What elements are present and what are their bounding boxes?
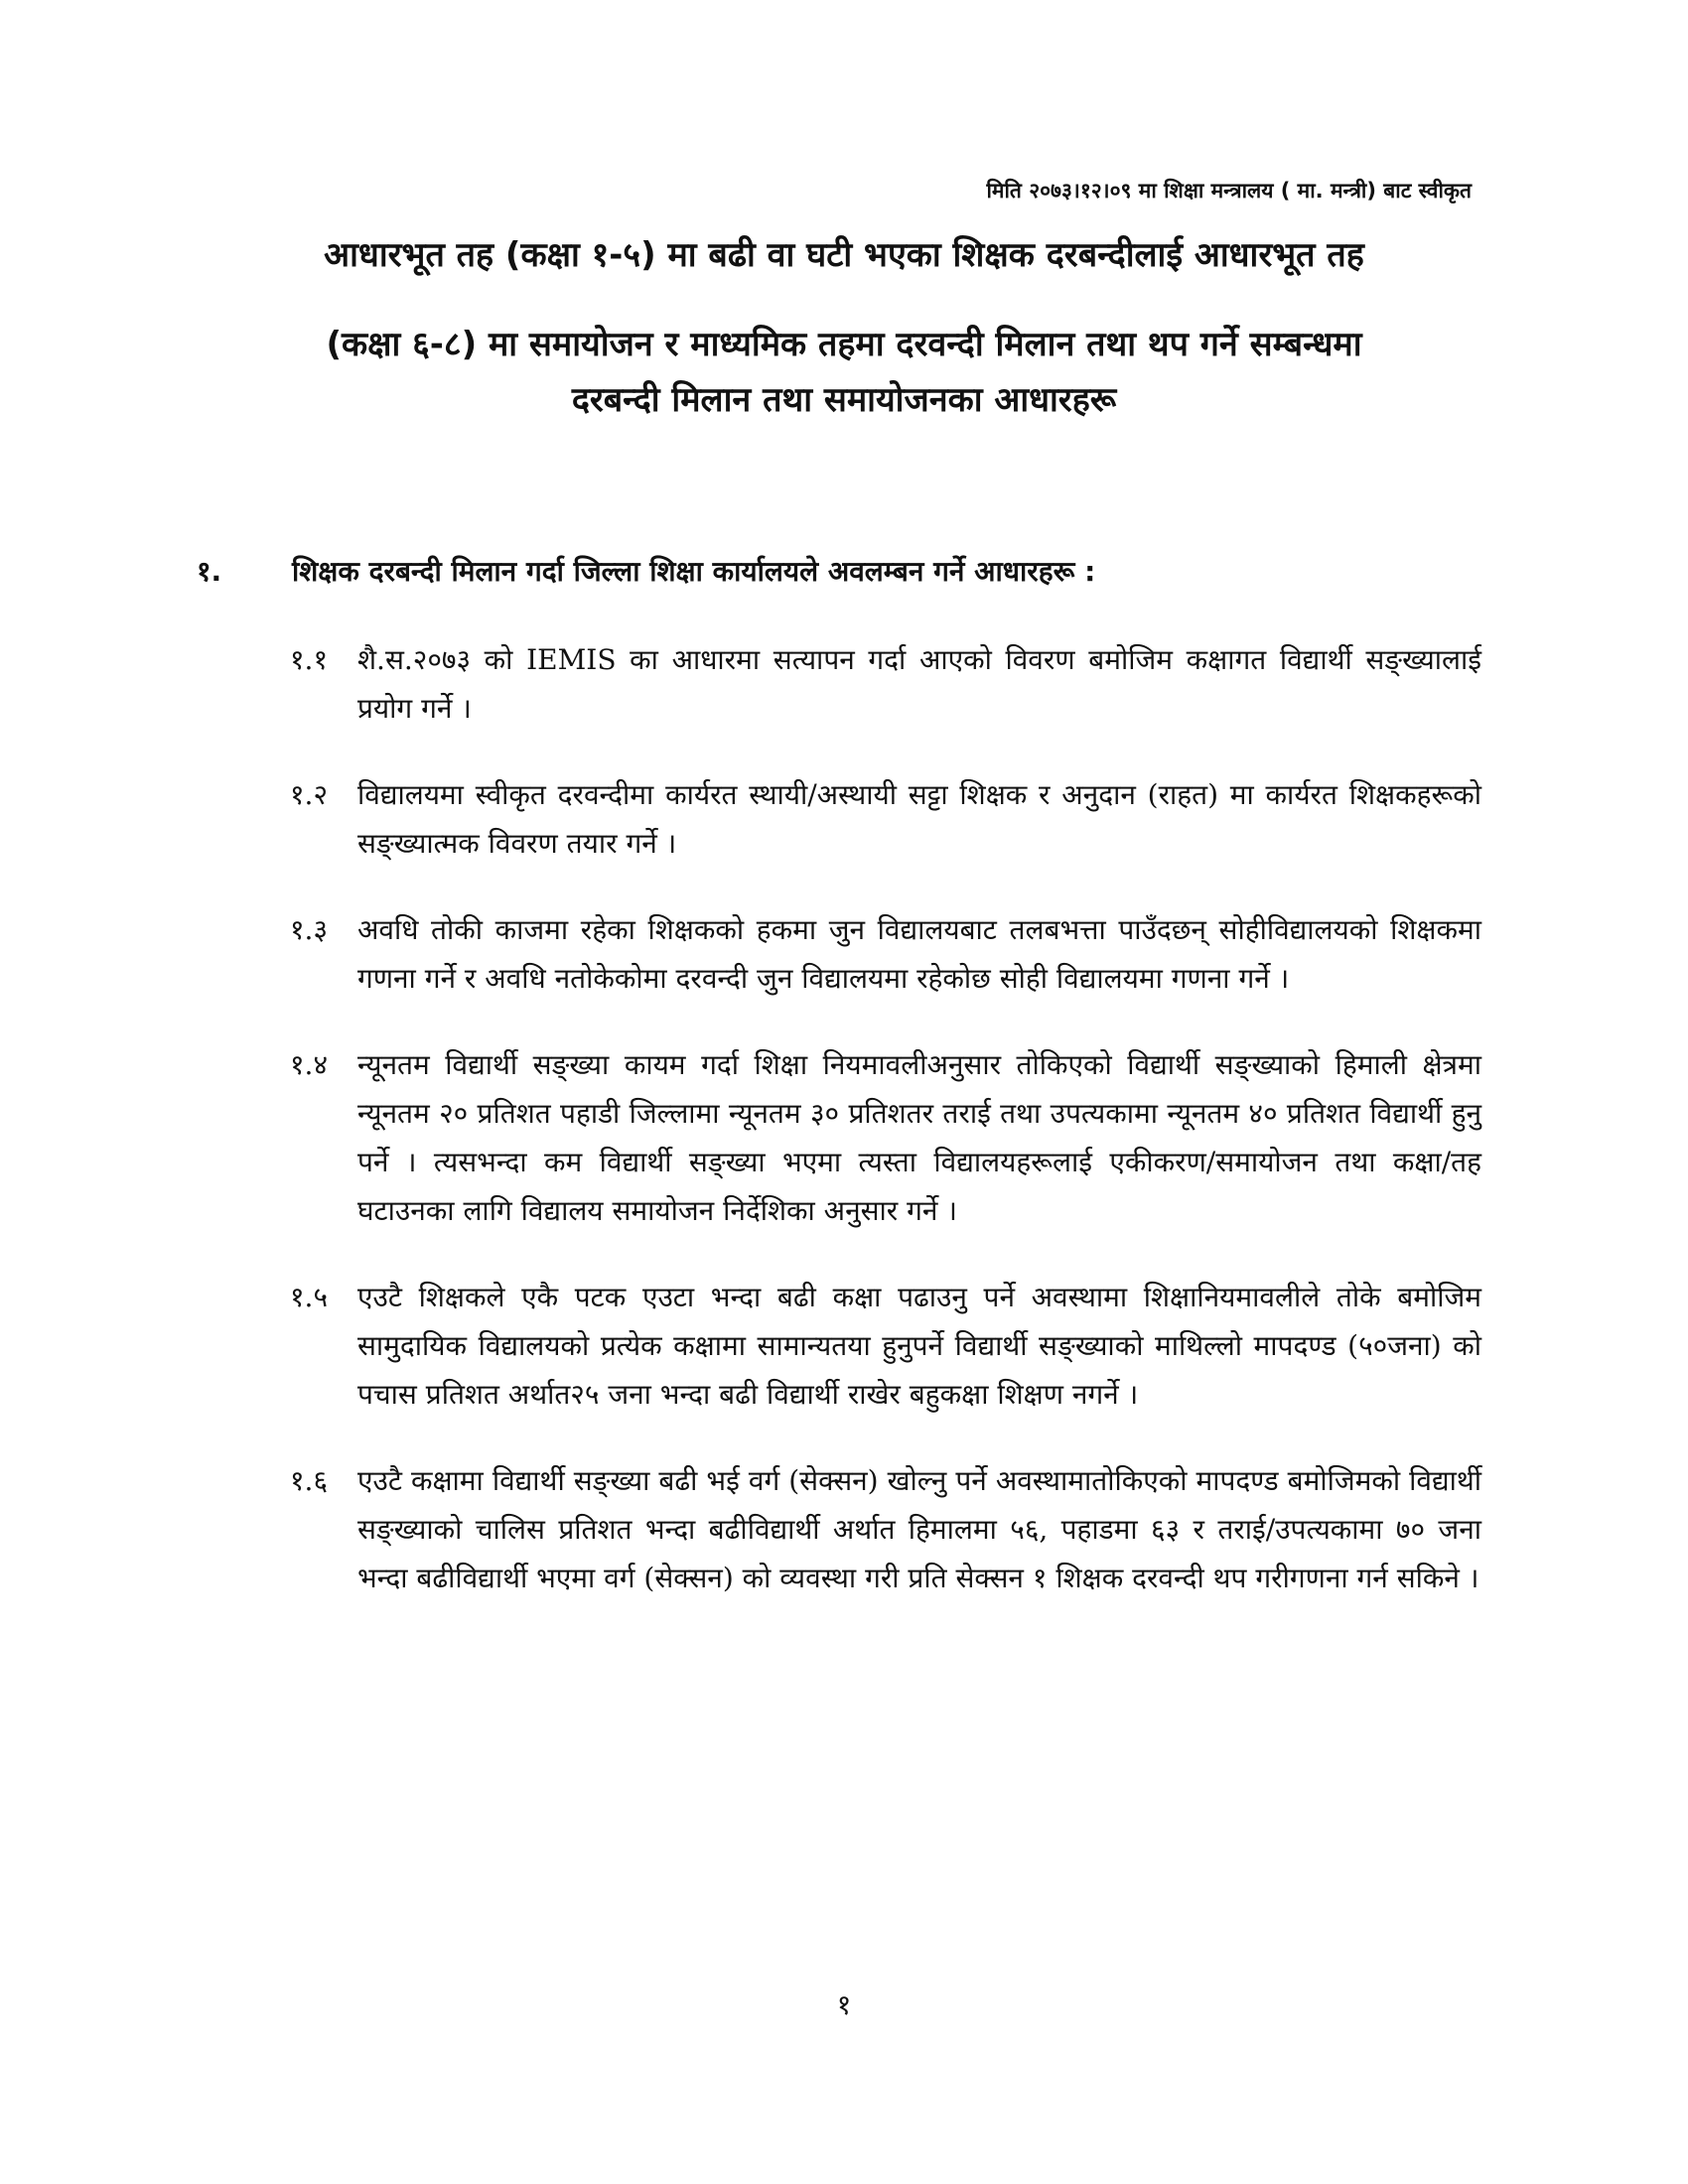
item-text: एउटै कक्षामा विद्यार्थी सङ्ख्या बढी भई वर्ग (सेक्सन) खोल्नु पर्ने अवस्थामातोकिएको मापदण्ड बमोजिमको विद्यार्थी सङ्ख्याको चालिस प्रतिशत भन्दा बढीविद्यार्थी अर्थात हिमालमा ५६, पहाडमा ६३ र तराई/उपत्यकामा ७० जना भन्दा बढीविद्यार्थी भएमा वर्ग (सेक्सन) को व्यवस्था गरी प्रति सेक्सन १ शिक्षक दरवन्दी थप गरीगणना गर्न सकिने । (357, 1464, 1481, 1594)
title-line-2: (कक्षा ६-८) मा समायोजन र माध्यमिक तहमा दरवन्दी मिलान तथा थप गर्ने सम्बन्धमा (326, 325, 1362, 364)
title-line-3: दरबन्दी मिलान तथा समायोजनका आधारहरू (571, 380, 1117, 420)
section-heading (197, 552, 1095, 590)
item-text: न्यूनतम विद्यार्थी सङ्ख्या कायम गर्दा शिक्षा नियमावलीअनुसार तोकिएको विद्यार्थी सङ्ख्याको हिमाली क्षेत्रमा न्यूनतम २० प्रतिशत पहाडी जिल्लामा न्यूनतम ३० प्रतिशतर तराई तथा उपत्यकामा न्यूनतम ४० प्रतिशत विद्यार्थी हुनु पर्ने । त्यसभन्दा कम विद्यार्थी सङ्ख्या भएमा त्यस्ता विद्यालयहरूलाई एकीकरण/समायोजन तथा कक्षा/तह घटाउनका लागि विद्यालय समायोजन निर्देशिका अनुसार गर्ने । (357, 1048, 1481, 1227)
list-item (290, 635, 1481, 733)
section-heading-text: शिक्षक दरबन्दी मिलान गर्दा जिल्ला शिक्षा कार्यालयले अवलम्बन गर्ने आधारहरू : (292, 555, 1096, 588)
document-title (199, 235, 1489, 420)
approval-note: मिति २०७३।१२।०९ मा शिक्षा मन्त्रालय ( मा. मन्त्री) बाट स्वीकृत (986, 179, 1472, 203)
criteria-list (290, 635, 1481, 1640)
list-item (290, 905, 1481, 1003)
item-text: विद्यालयमा स्वीकृत दरवन्दीमा कार्यरत स्थायी/अस्थायी सट्टा शिक्षक र अनुदान (राहत) मा कार्यरत शिक्षकहरूको सङ्ख्यात्मक विवरण तयार गर्ने । (357, 778, 1481, 860)
item-text: शै.स.२०७३ को IEMIS का आधारमा सत्यापन गर्दा आएको विवरण बमोजिम कक्षागत विद्यार्थी सङ्ख्यालाई प्रयोग गर्ने । (357, 643, 1481, 725)
list-item (290, 1273, 1481, 1419)
page-number: १ (836, 1988, 852, 2021)
item-number: १.५ (290, 1281, 329, 1313)
list-item (290, 1040, 1481, 1235)
item-text: एउटै शिक्षकले एकै पटक एउटा भन्दा बढी कक्षा पढाउनु पर्ने अवस्थामा शिक्षानियमावलीले तोके बमोजिम सामुदायिक विद्यालयको प्रत्येक कक्षामा सामान्यतया हुनुपर्ने विद्यार्थी सङ्ख्याको माथिल्लो मापदण्ड (५०जना) को पचास प्रतिशत अर्थात२५ जना भन्दा बढी विद्यार्थी राखेर बहुकक्षा शिक्षण नगर्ने । (357, 1281, 1481, 1411)
item-number: १.३ (290, 913, 329, 946)
section-number: १. (197, 555, 222, 588)
item-number: १.१ (290, 643, 329, 676)
item-number: १.६ (290, 1464, 329, 1497)
item-text: अवधि तोकी काजमा रहेका शिक्षकको हकमा जुन विद्यालयबाट तलबभत्ता पाउँदछन् सोहीविद्यालयको शिक्षकमा गणना गर्ने र अवधि नतोकेकोमा दरवन्दी जुन विद्यालयमा रहेकोछ सोही विद्यालयमा गणना गर्ने । (357, 913, 1481, 995)
item-number: १.२ (290, 778, 329, 811)
title-line-1: आधारभूत तह (कक्षा १-५) मा बढी वा घटी भएका शिक्षक दरबन्दीलाई आधारभूत तह (324, 235, 1364, 275)
item-number: १.४ (290, 1048, 329, 1081)
list-item (290, 770, 1481, 868)
list-item (290, 1456, 1481, 1602)
